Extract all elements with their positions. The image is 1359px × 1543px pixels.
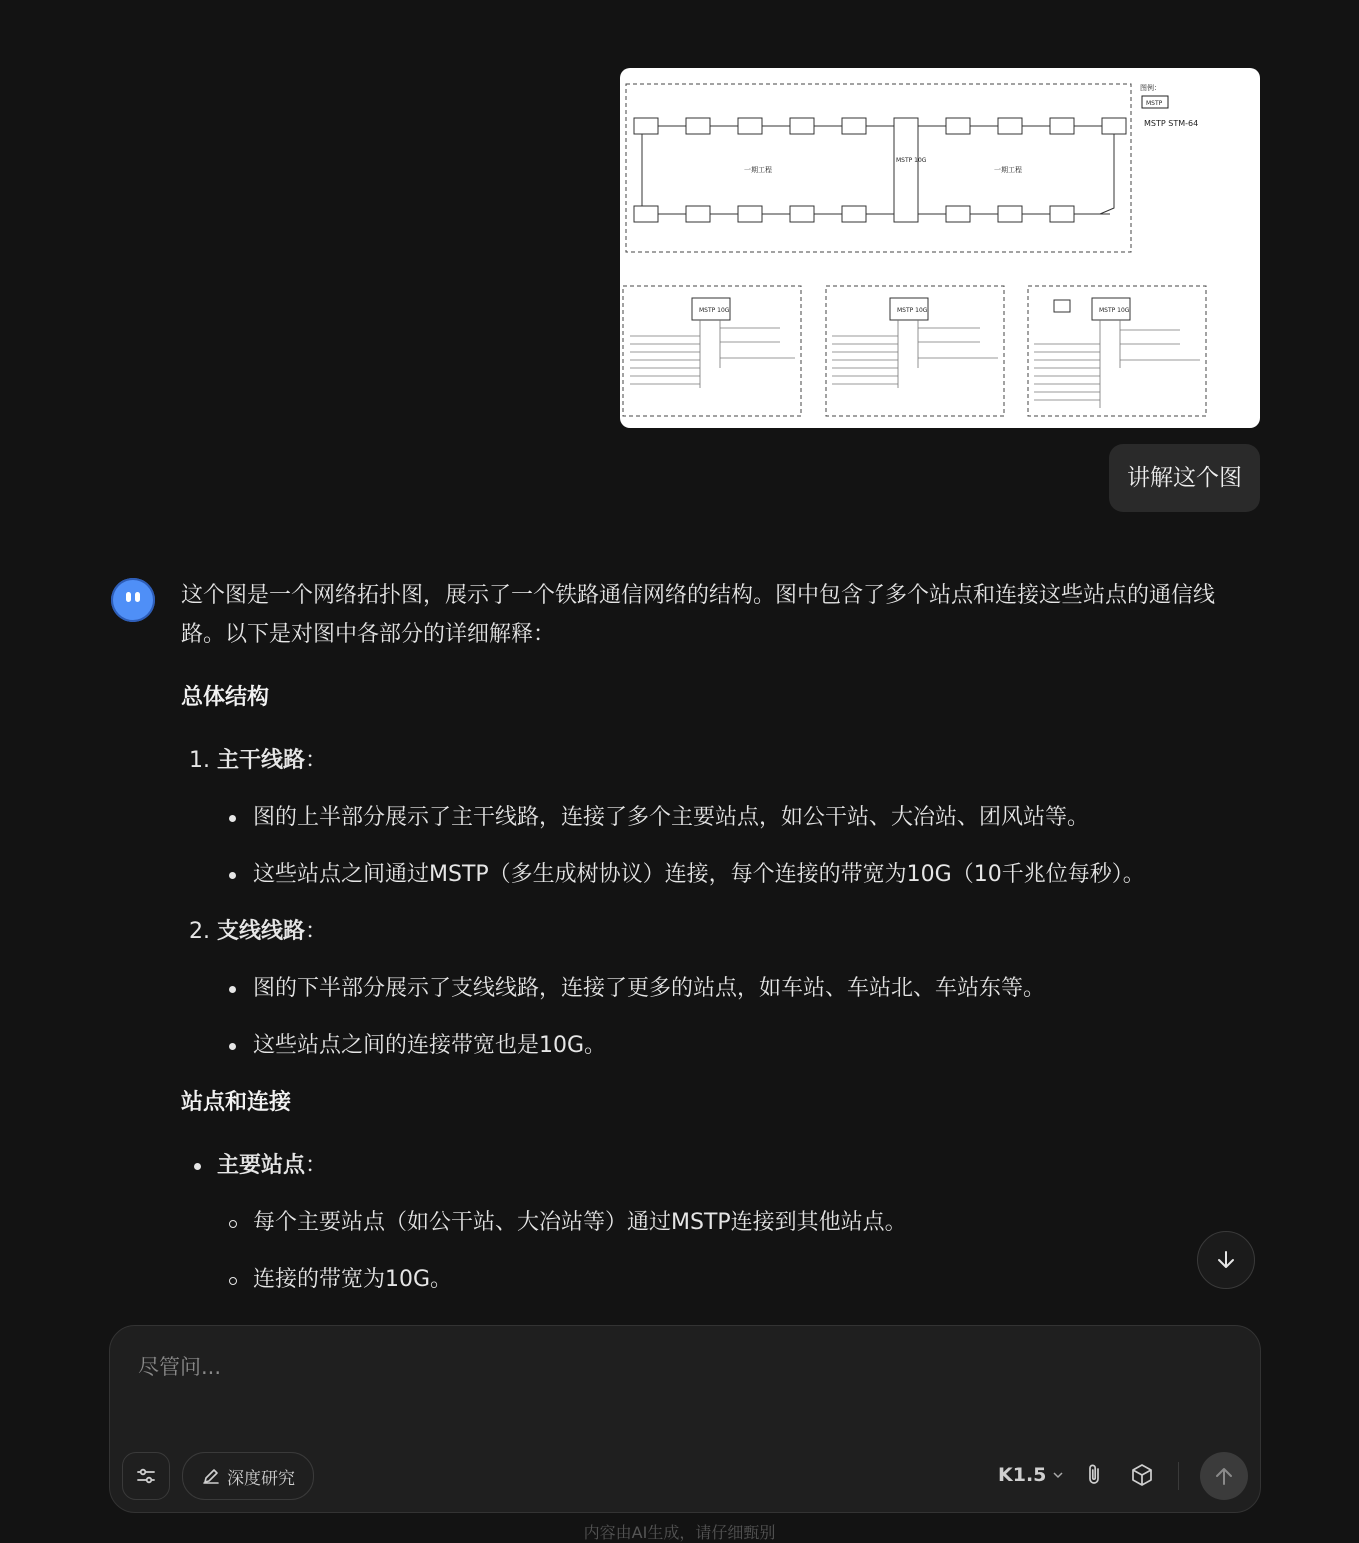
section-heading-sites: 站点和连接 xyxy=(181,1090,292,1115)
top-row-nodes xyxy=(634,118,1126,134)
arrow-up-icon xyxy=(1213,1465,1235,1487)
chat-composer xyxy=(109,1325,1261,1513)
pen-icon xyxy=(201,1466,221,1486)
list-item-branch: 2. 支线线路： xyxy=(181,912,1251,951)
cube-button[interactable] xyxy=(1129,1462,1155,1488)
assistant-avatar-icon xyxy=(111,578,155,622)
branch-bullets xyxy=(181,969,1251,1065)
deep-research-label: 深度研究 xyxy=(227,1468,295,1489)
send-button[interactable] xyxy=(1200,1452,1248,1500)
attach-button[interactable] xyxy=(1081,1462,1107,1488)
topology-diagram xyxy=(620,68,1260,428)
svg-text:MSTP STM-64: MSTP STM-64 xyxy=(1144,119,1199,128)
assistant-response xyxy=(181,576,1251,1317)
svg-text:MSTP 10G: MSTP 10G xyxy=(1099,307,1130,314)
list-item: 连接的带宽为10G。 xyxy=(181,1260,1251,1299)
svg-text:一期工程: 一期工程 xyxy=(994,166,1022,174)
svg-text:一期工程: 一期工程 xyxy=(744,166,772,174)
chevron-down-icon xyxy=(1052,1469,1064,1481)
list-number: 1. xyxy=(189,748,210,773)
model-label: K1.5 xyxy=(998,1464,1047,1486)
list-item-trunk: 1. 主干线路： xyxy=(181,741,1251,780)
ai-disclaimer: 内容由AI生成，请仔细甄别 xyxy=(583,1523,776,1542)
svg-text:MSTP 10G: MSTP 10G xyxy=(896,157,927,164)
settings-button[interactable] xyxy=(122,1452,170,1500)
message-input[interactable] xyxy=(136,1346,1140,1388)
list-item-main-sites: 主要站点： xyxy=(181,1146,1251,1185)
scroll-down-button[interactable] xyxy=(1197,1231,1255,1289)
user-message-bubble: 讲解这个图 xyxy=(1109,444,1260,512)
cube-icon xyxy=(1130,1463,1154,1487)
svg-text:图例：: 图例： xyxy=(1140,84,1161,92)
list-item: 这些站点之间的连接带宽也是10G。 xyxy=(181,1026,1251,1065)
bottom-row-nodes xyxy=(634,206,1110,222)
svg-text:MSTP 10G: MSTP 10G xyxy=(699,307,730,314)
answer-intro: 这个图是一个网络拓扑图，展示了一个铁路通信网络的结构。图中包含了多个站点和连接这些站点的通信线路。以下是对图中各部分的详细解释： xyxy=(181,583,1216,647)
arrow-down-icon xyxy=(1215,1249,1237,1271)
section-heading-overall: 总体结构 xyxy=(181,685,270,710)
list-number: 2. xyxy=(189,919,210,944)
list-item-title: 支线线路 xyxy=(217,919,306,944)
list-item: 这些站点之间通过MSTP（多生成树协议）连接，每个连接的带宽为10G（10千兆位每秒）。 xyxy=(181,855,1251,894)
list-item: 图的上半部分展示了主干线路，连接了多个主要站点，如公干站、大冶站、团风站等。 xyxy=(181,798,1251,837)
sliders-icon xyxy=(135,1465,157,1487)
list-item: 每个主要站点（如公干站、大冶站等）通过MSTP连接到其他站点。 xyxy=(181,1203,1251,1242)
list-item-title: 主要站点 xyxy=(217,1153,306,1178)
paperclip-icon xyxy=(1083,1463,1105,1487)
list-item-title: 主干线路 xyxy=(217,748,306,773)
model-selector[interactable] xyxy=(998,1464,1064,1486)
deep-research-button[interactable] xyxy=(182,1452,314,1500)
svg-text:MSTP: MSTP xyxy=(1146,100,1163,107)
substation-panels xyxy=(623,286,1206,416)
uploaded-diagram-image[interactable] xyxy=(620,68,1260,428)
svg-text:MSTP 10G: MSTP 10G xyxy=(897,307,928,314)
list-item: 图的下半部分展示了支线线路，连接了更多的站点，如车站、车站北、车站东等。 xyxy=(181,969,1251,1008)
toolbar-divider xyxy=(1178,1462,1179,1490)
main-sites-bullets xyxy=(181,1203,1251,1299)
trunk-bullets xyxy=(181,798,1251,894)
